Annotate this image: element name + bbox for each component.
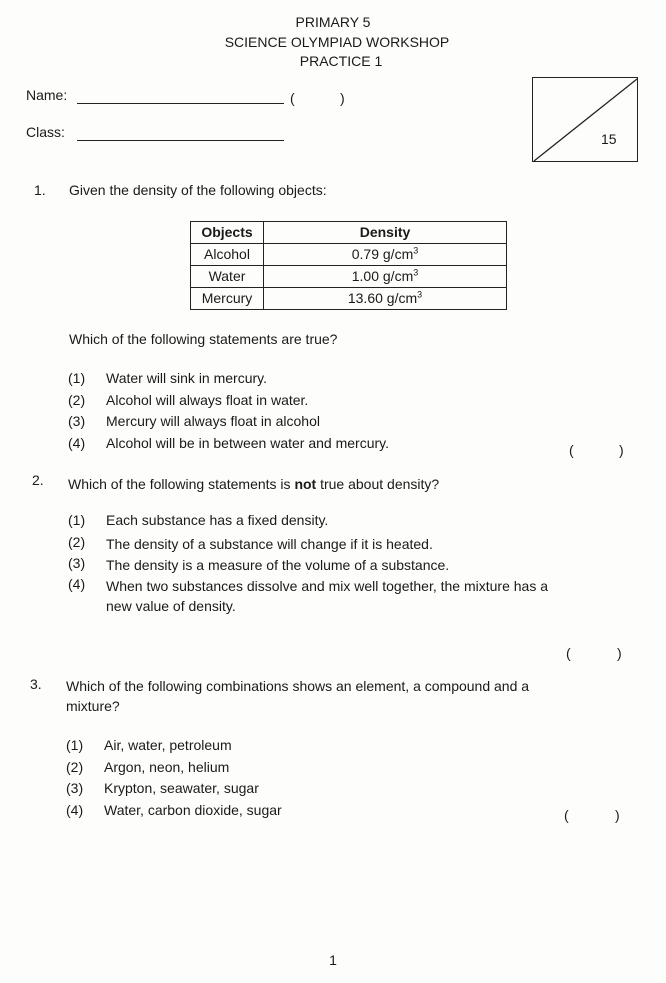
q1-answer-paren-open[interactable]: ( bbox=[569, 442, 574, 458]
q3-answer-paren-open[interactable]: ( bbox=[564, 807, 569, 823]
q3-option-1-text: Air, water, petroleum bbox=[104, 737, 232, 753]
q2-answer-paren-close[interactable]: ) bbox=[617, 645, 622, 661]
object-cell: Alcohol bbox=[191, 244, 264, 266]
q1-number: 1. bbox=[34, 182, 46, 198]
q2-option-3-text: The density is a measure of the volume of a substance. bbox=[106, 557, 450, 573]
density-unit-exponent: 3 bbox=[413, 267, 419, 278]
q2-text-bold: not bbox=[294, 476, 317, 492]
q3-text-line1: Which of the following combinations shows an element, a compound and a bbox=[66, 678, 530, 694]
name-label: Name: bbox=[26, 87, 68, 103]
score-box bbox=[532, 77, 638, 162]
q2-option-2-num: (2) bbox=[68, 534, 86, 550]
q2-answer-paren-open[interactable]: ( bbox=[566, 645, 571, 661]
q3-option-4-text: Water, carbon dioxide, sugar bbox=[104, 802, 282, 818]
q1-option-2-num: (2) bbox=[68, 392, 86, 408]
q2-text-after: true about density? bbox=[316, 476, 440, 492]
q1-option-1-num: (1) bbox=[68, 370, 86, 386]
q1-prompt: Which of the following statements are true? bbox=[69, 331, 338, 347]
density-cell bbox=[264, 288, 507, 310]
q1-answer-paren-close[interactable]: ) bbox=[619, 442, 624, 458]
q1-option-4-num: (4) bbox=[68, 435, 86, 451]
register-paren-close: ) bbox=[340, 90, 345, 106]
col-header-objects: Objects bbox=[191, 222, 264, 244]
density-cell bbox=[264, 244, 507, 266]
q3-option-1-num: (1) bbox=[66, 737, 84, 753]
q1-option-3-num: (3) bbox=[68, 413, 86, 429]
q1-option-4-text: Alcohol will be in between water and mercury. bbox=[106, 435, 389, 451]
q2-text-before: Which of the following statements is bbox=[68, 476, 295, 492]
q2-option-1-num: (1) bbox=[68, 512, 86, 528]
q3-number: 3. bbox=[30, 676, 42, 692]
density-value: 0.79 g/cm bbox=[351, 246, 414, 262]
q3-option-3-num: (3) bbox=[66, 780, 84, 796]
q1-option-2-text: Alcohol will always float in water. bbox=[106, 392, 309, 408]
class-label: Class: bbox=[26, 124, 65, 140]
density-table bbox=[190, 221, 507, 310]
q2-option-1-text: Each substance has a fixed density. bbox=[106, 512, 329, 528]
density-unit-exponent: 3 bbox=[413, 245, 419, 256]
density-value: 13.60 g/cm bbox=[347, 290, 418, 306]
page-number: 1 bbox=[329, 952, 337, 968]
q1-text: Given the density of the following objects: bbox=[69, 182, 327, 198]
object-cell: Mercury bbox=[191, 288, 264, 310]
q3-option-4-num: (4) bbox=[66, 802, 84, 818]
table-row bbox=[191, 244, 507, 266]
q1-option-1-text: Water will sink in mercury. bbox=[106, 370, 268, 386]
header-line-3: PRACTICE 1 bbox=[299, 53, 383, 69]
register-paren-open: ( bbox=[290, 90, 295, 106]
q3-option-2-num: (2) bbox=[66, 759, 84, 775]
col-header-density: Density bbox=[264, 222, 507, 244]
q2-option-4-num: (4) bbox=[68, 576, 86, 592]
q1-option-3-text: Mercury will always float in alcohol bbox=[106, 413, 320, 429]
q2-text bbox=[68, 476, 439, 492]
density-unit-exponent: 3 bbox=[417, 289, 423, 300]
name-line[interactable] bbox=[77, 103, 284, 104]
object-cell: Water bbox=[191, 266, 264, 288]
density-cell bbox=[264, 266, 507, 288]
q2-option-4-text: When two substances dissolve and mix well together, the mixture has a bbox=[106, 578, 548, 594]
q2-option-2-text: The density of a substance will change if it is heated. bbox=[106, 536, 433, 552]
q3-answer-paren-close[interactable]: ) bbox=[615, 807, 620, 823]
q2-option-3-num: (3) bbox=[68, 555, 86, 571]
density-value: 1.00 g/cm bbox=[351, 268, 414, 284]
class-line[interactable] bbox=[77, 140, 284, 141]
header-line-2: SCIENCE OLYMPIAD WORKSHOP bbox=[224, 34, 450, 50]
q2-number: 2. bbox=[32, 472, 44, 488]
q3-text-line2: mixture? bbox=[66, 698, 120, 714]
q2-option-4-text-line2: new value of density. bbox=[106, 598, 236, 614]
density-table-header bbox=[191, 222, 507, 244]
score-diagonal bbox=[533, 78, 639, 163]
table-row bbox=[191, 288, 507, 310]
score-total: 15 bbox=[601, 131, 617, 147]
table-row bbox=[191, 266, 507, 288]
q3-option-3-text: Krypton, seawater, sugar bbox=[104, 780, 259, 796]
header-line-1: PRIMARY 5 bbox=[295, 14, 371, 30]
q3-option-2-text: Argon, neon, helium bbox=[104, 759, 230, 775]
